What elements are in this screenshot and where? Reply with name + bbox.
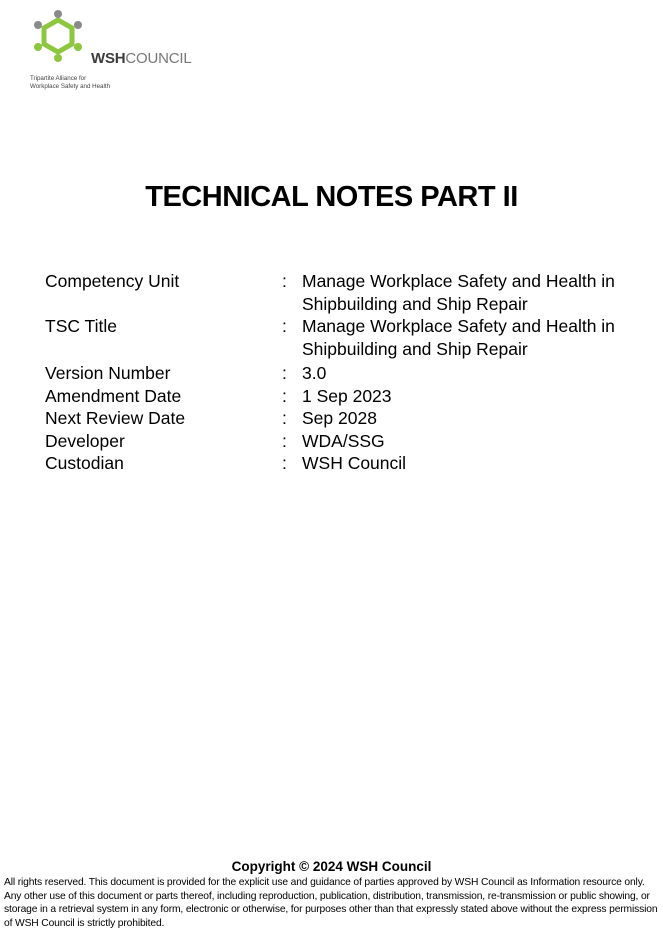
field-colon: : bbox=[282, 453, 287, 473]
field-value-line: Shipbuilding and Ship Repair bbox=[302, 338, 528, 359]
field-colon: : bbox=[282, 408, 287, 428]
field-row-next-review-date bbox=[45, 407, 635, 430]
field-label: Next Review Date bbox=[45, 408, 186, 428]
logo-wordmark-bold: WSH bbox=[91, 50, 126, 67]
field-value-line: Manage Workplace Safety and Health in bbox=[302, 271, 615, 291]
logo-tagline-line2: Workplace Safety and Health bbox=[30, 83, 111, 90]
document-metadata bbox=[45, 270, 635, 475]
document-title: TECHNICAL NOTES PART II bbox=[145, 181, 518, 213]
field-value: 1 Sep 2023 bbox=[302, 385, 392, 406]
field-value bbox=[302, 270, 632, 315]
field-value-line: Manage Workplace Safety and Health in bbox=[302, 316, 615, 336]
field-value: WSH Council bbox=[302, 453, 407, 473]
field-row-version-number bbox=[45, 362, 635, 385]
field-label: Custodian bbox=[45, 453, 124, 473]
field-value: 3.0 bbox=[302, 363, 327, 383]
field-row-amendment-date bbox=[45, 385, 635, 408]
field-colon: : bbox=[282, 316, 287, 336]
field-row-tsc-title bbox=[45, 315, 635, 360]
field-label: Amendment Date bbox=[45, 385, 182, 406]
field-row-competency-unit bbox=[45, 270, 635, 315]
logo-wordmark bbox=[91, 50, 192, 67]
field-row-custodian bbox=[45, 452, 635, 475]
copyright-notice: Copyright © 2024 WSH Council bbox=[231, 859, 432, 874]
field-colon: : bbox=[282, 271, 287, 291]
field-row-developer bbox=[45, 430, 635, 453]
field-label: Competency Unit bbox=[45, 271, 180, 291]
field-value bbox=[302, 315, 632, 360]
field-value: Sep 2028 bbox=[302, 408, 377, 428]
logo-tagline bbox=[30, 75, 110, 91]
field-colon: : bbox=[282, 385, 287, 406]
field-colon: : bbox=[282, 363, 287, 383]
copyright-footer bbox=[0, 858, 663, 930]
legal-disclaimer: All rights reserved. This document is provided for the explicit use and guidance of parties approved by WSH Council as Information resource only. Any other use of this document or parts thereof, including reproduction, publication, distribution, transmission, re-transmission or public showing, or storage in a retrieval system in any form, electronic or otherwise, for purposes other than that expressly stated above without the express permission of WSH Council is strictly prohibited. bbox=[4, 877, 658, 929]
logo-tagline-line1: Tripartite Alliance for bbox=[30, 75, 87, 82]
field-label: Developer bbox=[45, 430, 125, 451]
field-value: WDA/SSG bbox=[302, 430, 385, 451]
field-value-line: Shipbuilding and Ship Repair bbox=[302, 293, 528, 314]
wsh-logo-mark-icon bbox=[28, 8, 88, 68]
field-label: TSC Title bbox=[45, 316, 117, 336]
wsh-council-logo bbox=[28, 8, 192, 96]
field-colon: : bbox=[282, 430, 287, 451]
field-label: Version Number bbox=[45, 363, 171, 383]
logo-wordmark-light: COUNCIL bbox=[125, 50, 192, 67]
